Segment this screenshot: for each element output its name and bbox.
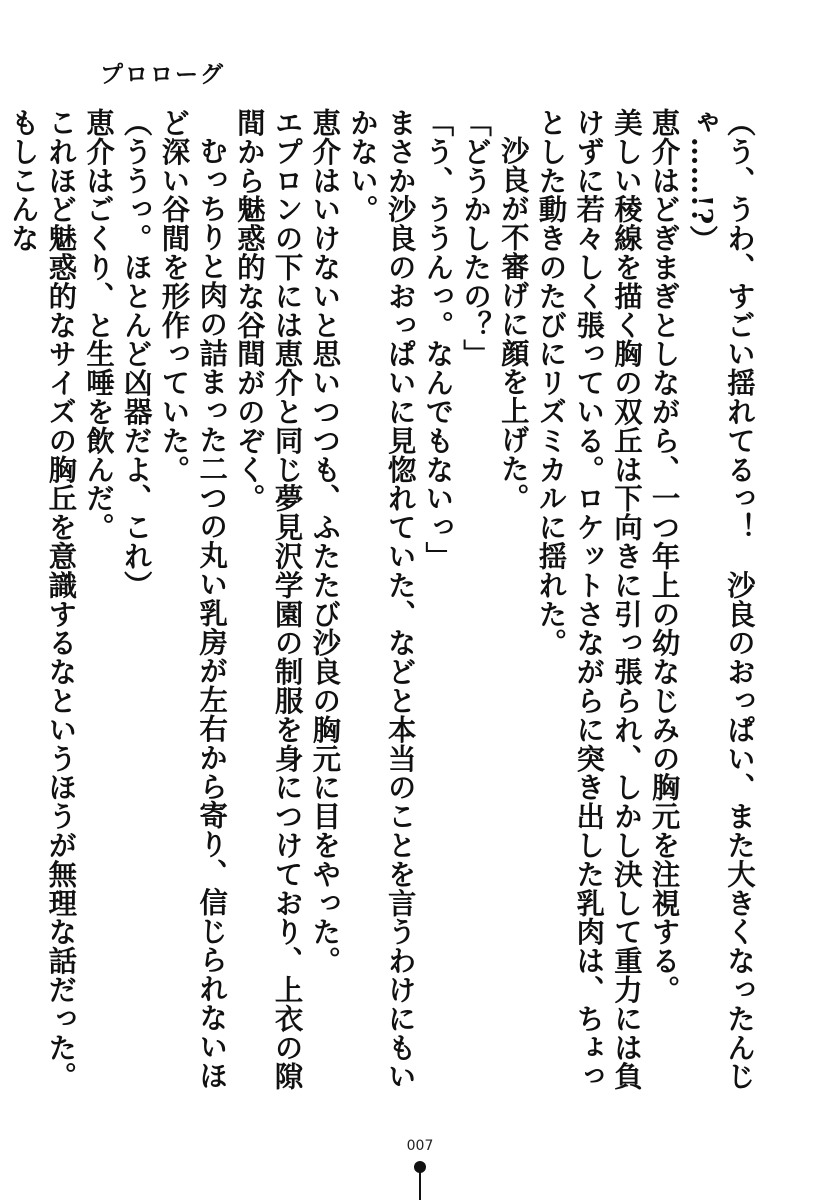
paragraph: エプロンの下には恵介と同じ夢見沢学園の制服を身につけており、上衣の隙間から魅惑的な谷間がのぞく。 [232, 108, 305, 1091]
paragraph: 恵介はいけないと思いつつも、ふたたび沙良の胸元に目をやった。 [308, 108, 343, 975]
paragraph: 「う、ううんっ。なんでもないっ」 [421, 108, 456, 571]
paragraph: 「どうかしたの？」 [459, 108, 494, 369]
body-text [6, 108, 758, 1098]
paragraph: 美しい稜線を描く胸の双丘は下向きに引っ張られ、しかし決して重力には負けずに若々しく張っている。ロケットさながらに突き出した乳肉は、ちょっとした動きのたびにリズミカルに揺れた。 [534, 108, 644, 1091]
paragraph: むっちりと肉の詰まった二つの丸い乳房が左右から寄り、信じられないほど深い谷間を形作っていた。 [157, 108, 230, 1091]
paragraph: （う、うわ、すごい揺れてるっ！ 沙良のおっぱい、また大きくなったんじゃ……!?） [685, 108, 757, 1091]
chapter-title: プロローグ [100, 61, 225, 88]
paragraph: まさか沙良のおっぱいに見惚れていた、などと本当のことを言うわけにもいかない。 [345, 108, 418, 1091]
paragraph: 恵介はごくり、と生唾を飲んだ。 [82, 108, 117, 542]
paragraph: 沙良が不審げに顔を上げた。 [496, 136, 531, 513]
paragraph: （ううっ。ほとんど凶器だよ、これ） [119, 108, 154, 600]
paragraph: 恵介はどぎまぎとしながら、一つ年上の幼なじみの胸元を注視する。 [647, 108, 682, 1004]
page-number: 007 [406, 1138, 434, 1154]
paragraph: これほど魅惑的なサイズの胸丘を意識するなというほうが無理な話だった。もしこんな [6, 108, 79, 1091]
page-marker-line [419, 1172, 421, 1200]
